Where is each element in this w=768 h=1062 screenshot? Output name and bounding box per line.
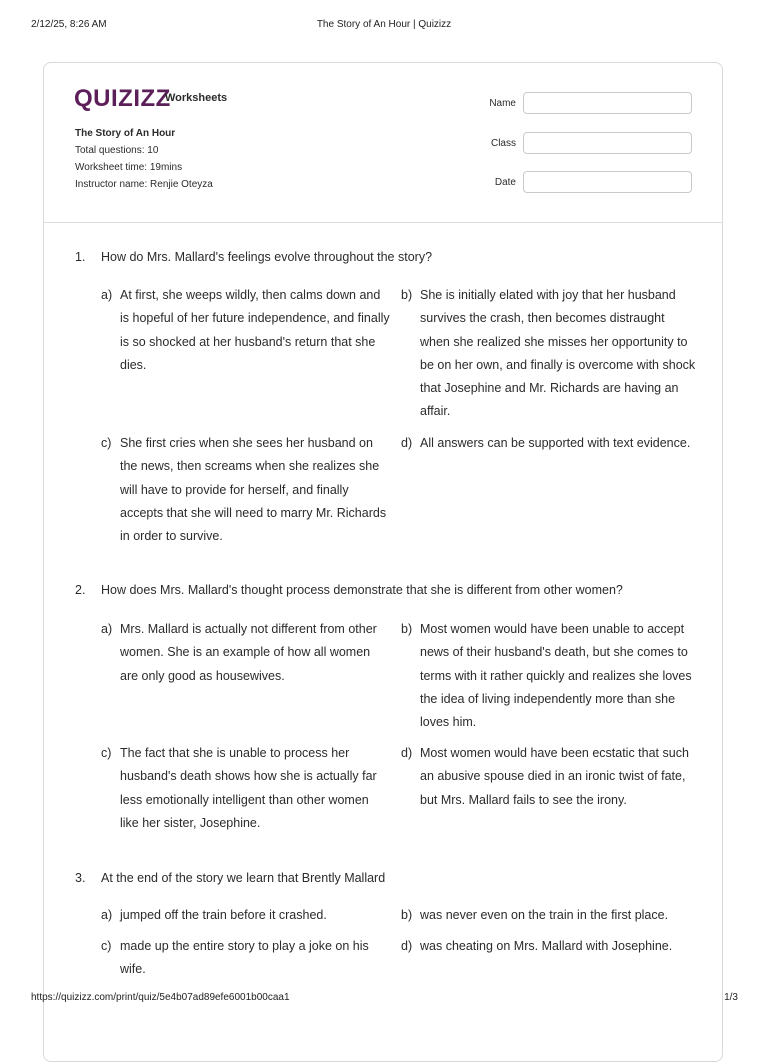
option-text: was cheating on Mrs. Mallard with Josephine. — [420, 939, 673, 953]
option-letter: b) — [401, 908, 413, 922]
option-letter: b) — [401, 622, 413, 636]
option-text: She is initially elated with joy that her husband survives the crash, then becomes distraught when she realized she misses her opportunity to be on her own, and finally is overcome with shock that Josephine and Mr. Richards are having an affair. — [420, 288, 696, 419]
option-letter: b) — [401, 288, 413, 302]
worksheets-label: Worksheets — [165, 92, 228, 104]
name-input[interactable] — [523, 92, 692, 114]
question-text: How do Mrs. Mallard's feelings evolve throughout the story? — [101, 250, 433, 264]
worksheet-title: The Story of An Hour — [75, 128, 176, 139]
date-label: Date — [494, 177, 516, 188]
option-text: was never even on the train in the first place. — [420, 908, 669, 922]
option-letter: c) — [101, 939, 112, 953]
print-datetime: 2/12/25, 8:26 AM — [31, 19, 107, 30]
print-header — [0, 19, 768, 33]
option-letter: c) — [101, 746, 112, 760]
worksheet-card — [43, 62, 723, 1062]
option-letter: d) — [401, 436, 413, 450]
class-field — [476, 132, 696, 156]
question-text: At the end of the story we learn that Brently Mallard — [101, 871, 386, 885]
worksheet-meta — [75, 128, 213, 196]
option-letter: c) — [101, 436, 112, 450]
option-text: All answers can be supported with text evidence. — [420, 436, 691, 450]
option-text: made up the entire story to play a joke on his wife. — [120, 939, 369, 977]
class-input[interactable] — [523, 132, 692, 154]
option-text: Most women would have been unable to accept news of their husband's death, but she comes to terms with it rather quickly and realizes she loves the idea of living independently more than she loves him. — [420, 622, 692, 730]
question-number: 2. — [75, 583, 86, 597]
question-text: How does Mrs. Mallard's thought process demonstrate that she is different from other women? — [101, 583, 623, 597]
worksheet-time: Worksheet time: 19mins — [75, 162, 183, 173]
date-input[interactable] — [523, 171, 692, 193]
option-letter: a) — [101, 908, 113, 922]
print-title: The Story of An Hour | Quizizz — [316, 19, 452, 30]
option-letter: a) — [101, 288, 113, 302]
name-field — [476, 92, 696, 116]
worksheet-header — [44, 63, 722, 223]
option-text: Mrs. Mallard is actually not different from other women. She is an example of how all women are only good as housewives. — [120, 622, 377, 683]
option-text: jumped off the train before it crashed. — [120, 908, 327, 922]
name-label: Name — [489, 98, 516, 109]
logo-wordmark: QUIZIZZ — [74, 85, 171, 112]
question-number: 1. — [75, 250, 86, 264]
option-letter: d) — [401, 746, 413, 760]
option-text: At first, she weeps wildly, then calms down and is hopeful of her future independence, and finally is so shocked at her husband's return that she dies. — [120, 288, 390, 372]
print-footer — [0, 992, 768, 1006]
option-text: The fact that she is unable to process her husband's death shows how she is actually far less emotionally intelligent than other women like her sister, Josephine. — [120, 746, 377, 830]
option-letter: a) — [101, 622, 113, 636]
instructor-name: Instructor name: Renjie Oteyza — [75, 179, 213, 190]
print-url: https://quizizz.com/print/quiz/5e4b07ad89efe6001b00caa1 — [31, 992, 290, 1003]
quizizz-logo — [74, 85, 171, 113]
class-label: Class — [490, 138, 516, 149]
date-field — [476, 171, 696, 195]
option-letter: d) — [401, 939, 413, 953]
total-questions: Total questions: 10 — [75, 145, 159, 156]
option-text: She first cries when she sees her husband on the news, then screams when she realizes she will have to provide for herself, and finally accepts that she will need to marry Mr. Richards in order to survive. — [120, 436, 387, 544]
option-text: Most women would have been ecstatic that such an abusive spouse died in an ironic twist of fate, but Mrs. Mallard fails to see the irony. — [420, 746, 689, 807]
question-number: 3. — [75, 871, 86, 885]
page-number: 1/3 — [724, 992, 738, 1003]
